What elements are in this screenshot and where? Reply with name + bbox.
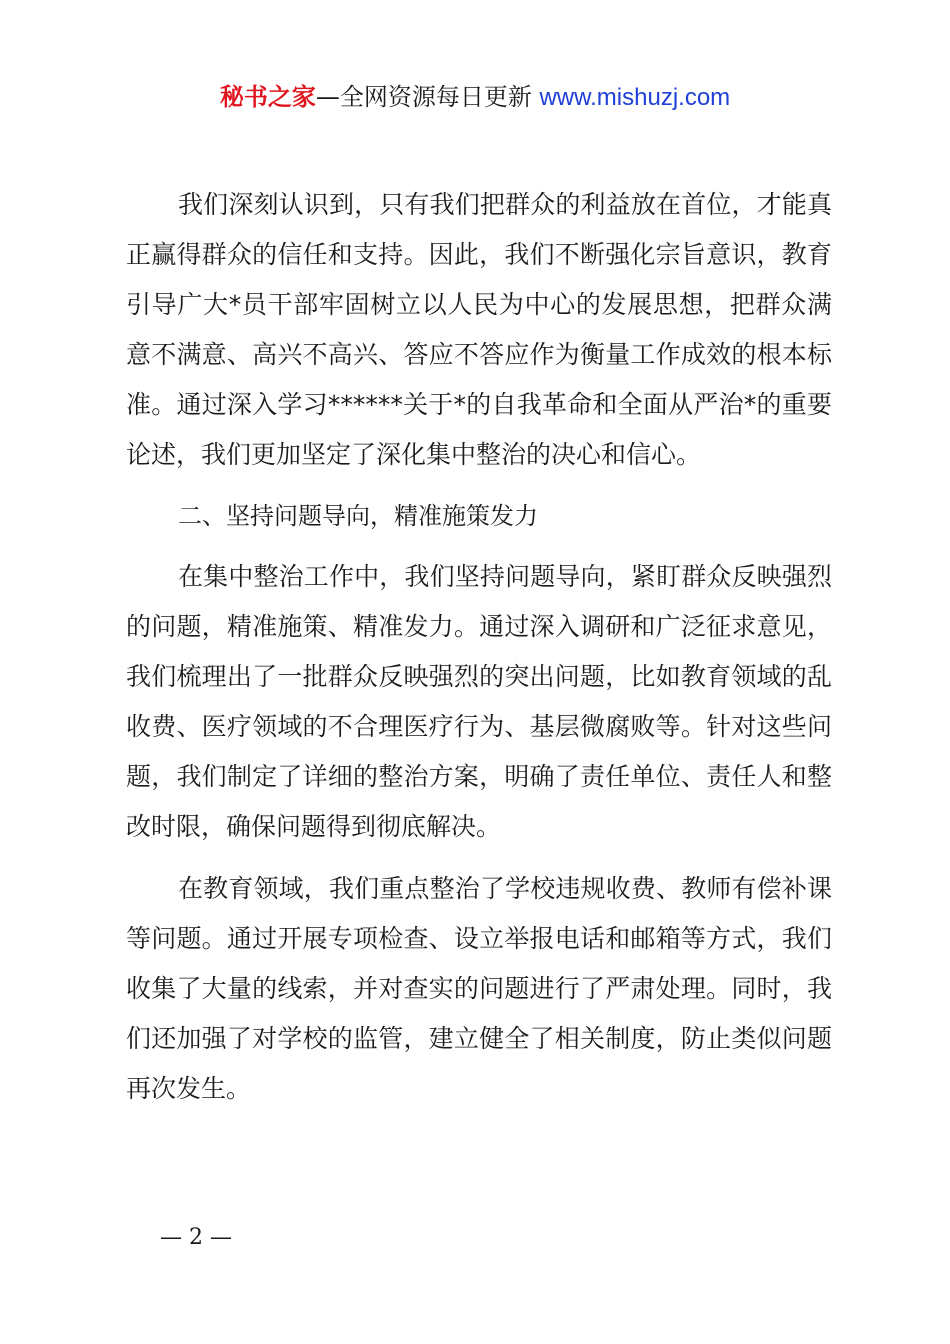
document-body bbox=[126, 180, 832, 1114]
paragraph-2: 在集中整治工作中，我们坚持问题导向，紧盯群众反映强烈的问题，精准施策、精准发力。通过深入调研和广泛征求意见，我们梳理出了一批群众反映强烈的突出问题，比如教育领域的乱收费、医疗领域的不合理医疗行为、基层微腐败等。针对这些问题，我们制定了详细的整治方案，明确了责任单位、责任人和整改时限，确保问题得到彻底解决。 bbox=[126, 562, 832, 841]
page-number: — 2 — bbox=[160, 1225, 232, 1250]
paragraph-3: 在教育领域，我们重点整治了学校违规收费、教师有偿补课等问题。通过开展专项检查、设立举报电话和邮箱等方式，我们收集了大量的线索，并对查实的问题进行了严肃处理。同时，我们还加强了对学校的监管，建立健全了相关制度，防止类似问题再次发生。 bbox=[126, 874, 832, 1103]
site-tagline: —全网资源每日更新 bbox=[315, 83, 540, 111]
section-heading-2: 二、坚持问题导向，精准施策发力 bbox=[178, 502, 538, 530]
site-url-link[interactable]: www.mishuzj.com bbox=[539, 84, 731, 111]
paragraph-1: 我们深刻认识到，只有我们把群众的利益放在首位，才能真正赢得群众的信任和支持。因此，我们不断强化宗旨意识，教育引导广大*员干部牢固树立以人民为中心的发展思想，把群众满意不满意、高兴不高兴、答应不答应作为衡量工作成效的根本标准。通过深入学习******关于*的自我革命和全面从严治*的重要论述，我们更加坚定了深化集中整治的决心和信心。 bbox=[126, 190, 832, 469]
site-brand: 秘书之家 bbox=[219, 83, 316, 111]
page-header bbox=[0, 80, 950, 115]
